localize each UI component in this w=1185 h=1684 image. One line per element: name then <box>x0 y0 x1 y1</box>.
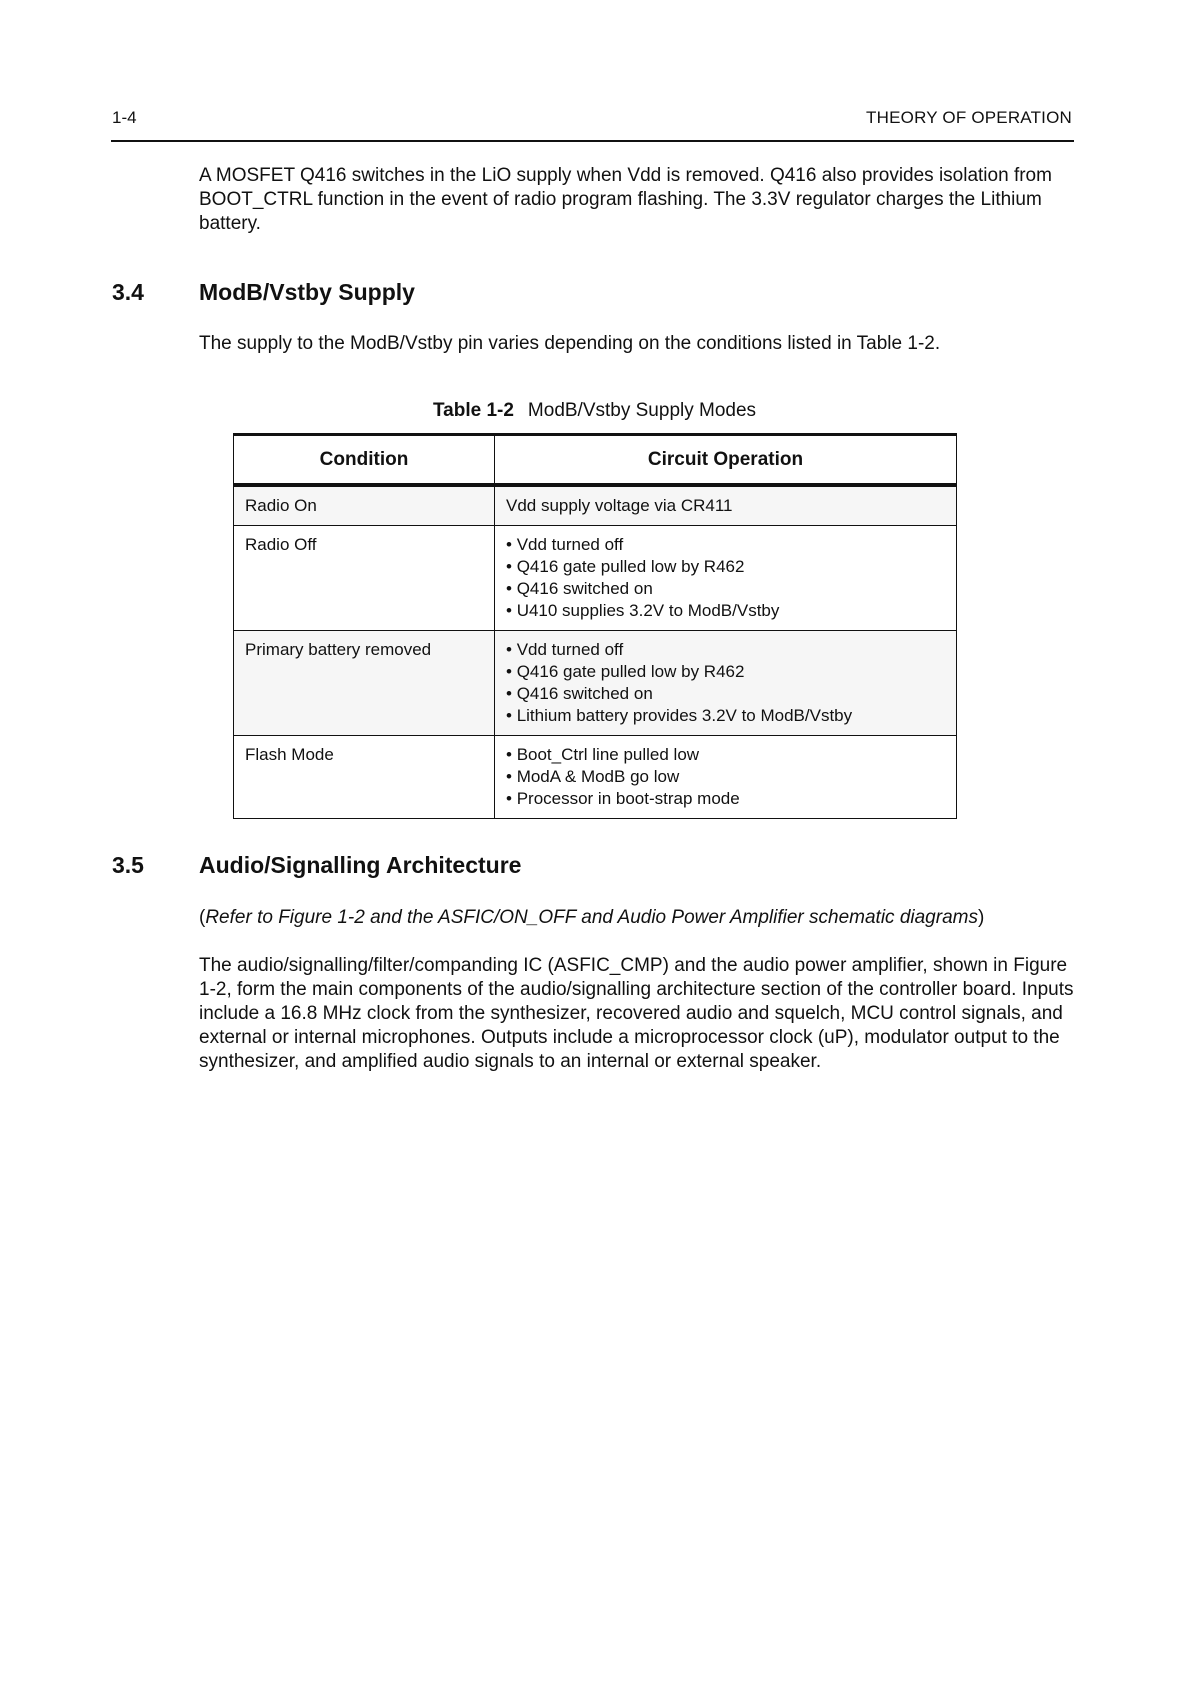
figure-reference <box>199 906 1079 930</box>
table-row <box>234 485 957 526</box>
supply-modes-table <box>233 433 957 819</box>
table-caption-text: ModB/Vstby Supply Modes <box>527 400 757 421</box>
operation-list <box>506 744 945 810</box>
table-caption-label: Table 1-2 <box>432 400 514 421</box>
table-row <box>234 526 957 631</box>
section-title: ModB/Vstby Supply <box>199 279 415 305</box>
column-header-operation: Circuit Operation <box>495 435 957 486</box>
operation-list <box>506 534 945 622</box>
list-item: • Lithium battery provides 3.2V to ModB/Vstby <box>506 705 945 727</box>
list-item: • Q416 gate pulled low by R462 <box>506 556 945 578</box>
condition-cell: Flash Mode <box>234 736 495 819</box>
list-item: • ModA & ModB go low <box>506 766 945 788</box>
operation-cell <box>495 736 957 819</box>
list-item: • Q416 gate pulled low by R462 <box>506 661 945 683</box>
list-item: • Boot_Ctrl line pulled low <box>506 744 945 766</box>
section-heading-3-5 <box>112 852 521 879</box>
operation-cell <box>495 526 957 631</box>
header-rule <box>111 140 1074 142</box>
page-number: 1-4 <box>112 108 137 127</box>
condition-cell: Radio Off <box>234 526 495 631</box>
operation-cell <box>495 485 957 526</box>
table-row <box>234 736 957 819</box>
operation-cell <box>495 631 957 736</box>
list-item: • Vdd turned off <box>506 639 945 661</box>
operation-text: Vdd supply voltage via CR411 <box>506 496 733 515</box>
list-item: • Q416 switched on <box>506 683 945 705</box>
list-item: • U410 supplies 3.2V to ModB/Vstby <box>506 600 945 622</box>
list-item: • Q416 switched on <box>506 578 945 600</box>
column-header-condition: Condition <box>234 435 495 486</box>
section-number: 3.5 <box>112 852 144 878</box>
condition-cell: Primary battery removed <box>234 631 495 736</box>
section-3-4-body: The supply to the ModB/Vstby pin varies depending on the conditions listed in Table 1-2. <box>199 333 941 354</box>
operation-list <box>506 639 945 727</box>
section-number: 3.4 <box>112 279 144 305</box>
table-header-row <box>234 435 957 486</box>
reference-text: Refer to Figure 1-2 and the ASFIC/ON_OFF and Audio Power Amplifier schematic diagrams <box>205 907 978 928</box>
running-header: THEORY OF OPERATION <box>866 108 1072 127</box>
condition-cell: Radio On <box>234 485 495 526</box>
reference-close-paren: ) <box>977 907 985 928</box>
table-caption <box>233 400 956 422</box>
table-row <box>234 631 957 736</box>
section-heading-3-4 <box>112 279 415 306</box>
reference-open-paren: ( <box>199 907 206 928</box>
intro-paragraph: A MOSFET Q416 switches in the LiO supply when Vdd is removed. Q416 also provides isolation from BOOT_CTRL function in the event of radio program flashing. The 3.3V regulator charges the Lithium battery. <box>199 165 1052 234</box>
list-item: • Processor in boot-strap mode <box>506 788 945 810</box>
section-3-5-body: The audio/signalling/filter/companding IC (ASFIC_CMP) and the audio power amplifier, shown in Figure 1-2, form the main components of the audio/signalling architecture section of the controller board. Inputs include a 16.8 MHz clock from the synthesizer, recovered audio and squelch, MCU control signals, and external or internal microphones. Outputs include a microprocessor clock (uP), modulator output to the synthesizer, and amplified audio signals to an internal or external speaker. <box>199 955 1074 1072</box>
list-item: • Vdd turned off <box>506 534 945 556</box>
section-title: Audio/Signalling Architecture <box>199 852 522 878</box>
